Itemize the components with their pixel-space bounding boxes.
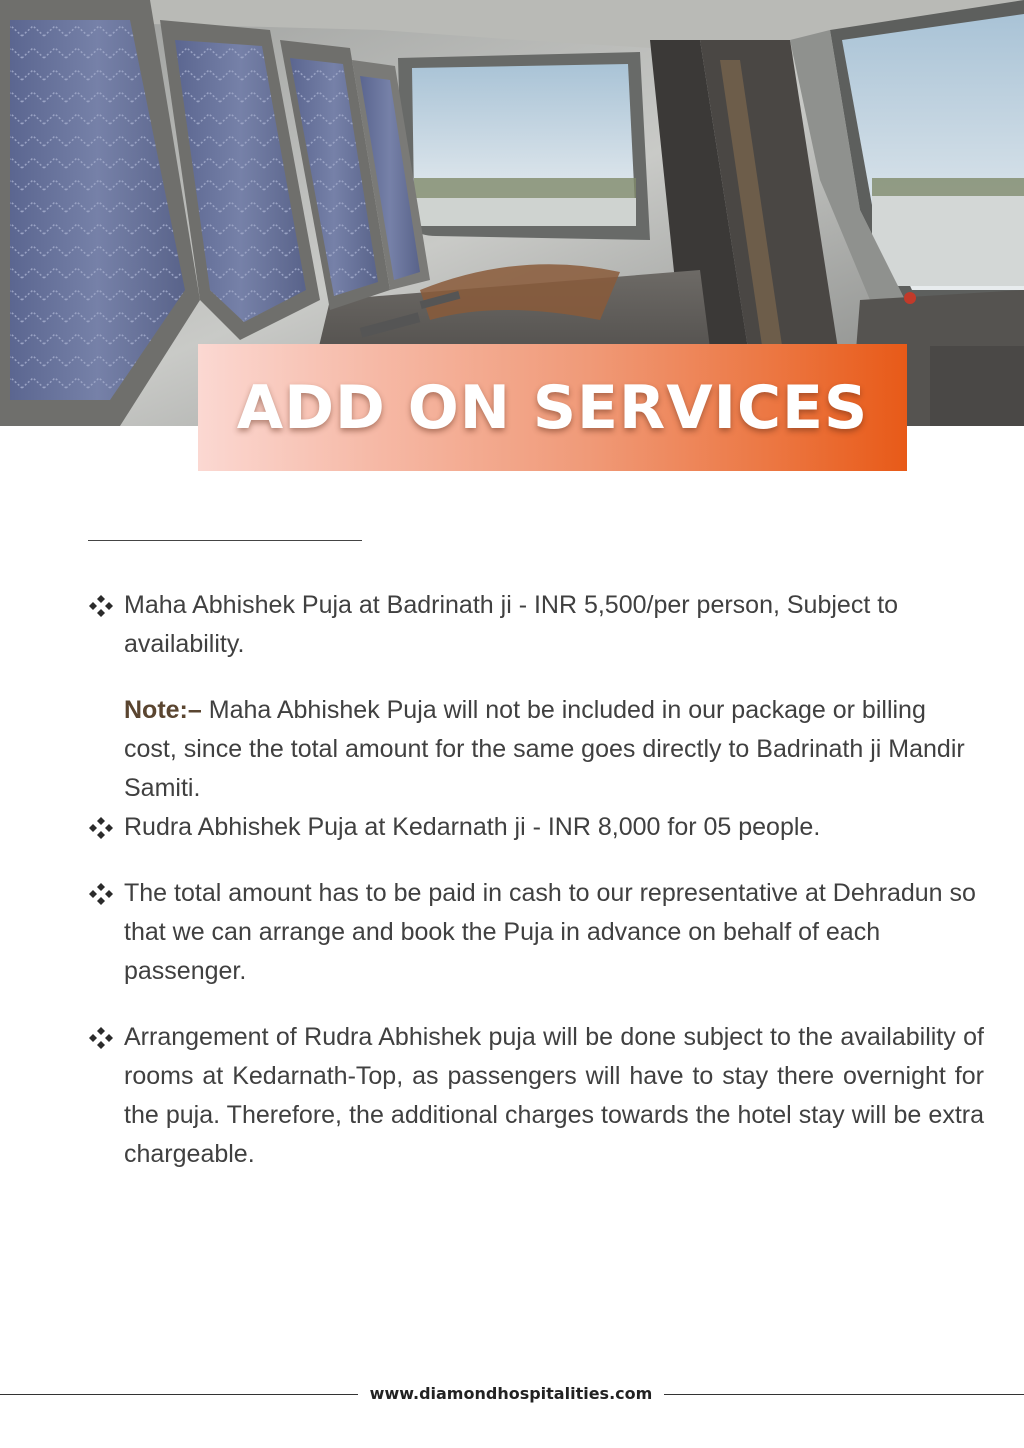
footer bbox=[0, 1380, 1024, 1410]
diamond-bullet-icon bbox=[88, 1027, 114, 1049]
list-item bbox=[86, 808, 984, 847]
footer-rule-right bbox=[664, 1394, 1024, 1395]
note-text: Maha Abhishek Puja will not be included in our package or billing cost, since the total amount for the same goes directly to Badrinath ji Mandir Samiti. bbox=[124, 696, 965, 802]
list-item-text: Arrangement of Rudra Abhishek puja will be done subject to the availability of rooms at Kedarnath-Top, as passengers will have to stay there overnight for the puja. Therefore, the additional charges towards the hotel stay will be extra chargeable. bbox=[124, 1023, 984, 1168]
list-item bbox=[86, 1018, 984, 1174]
list-item-text: Maha Abhishek Puja at Badrinath ji - INR 5,500/per person, Subject to availability. bbox=[124, 591, 899, 658]
note-label: Note:– bbox=[124, 696, 202, 724]
footer-rule-left bbox=[0, 1394, 358, 1395]
services-list bbox=[86, 586, 984, 1174]
note-paragraph bbox=[86, 691, 984, 808]
section-divider bbox=[88, 540, 362, 541]
diamond-bullet-icon bbox=[88, 883, 114, 905]
list-item-text: Rudra Abhishek Puja at Kedarnath ji - INR 8,000 for 05 people. bbox=[124, 813, 821, 841]
diamond-bullet-icon bbox=[88, 817, 114, 839]
website-link[interactable]: www.diamondhospitalities.com bbox=[369, 1384, 653, 1403]
diamond-bullet-icon bbox=[88, 595, 114, 617]
list-item bbox=[86, 874, 984, 991]
list-item-text: The total amount has to be paid in cash to our representative at Dehradun so that we can arrange and book the Puja in advance on behalf of each passenger. bbox=[124, 879, 976, 985]
page-title: ADD ON SERVICES bbox=[236, 372, 869, 443]
title-banner bbox=[198, 344, 907, 471]
list-item bbox=[86, 586, 984, 664]
